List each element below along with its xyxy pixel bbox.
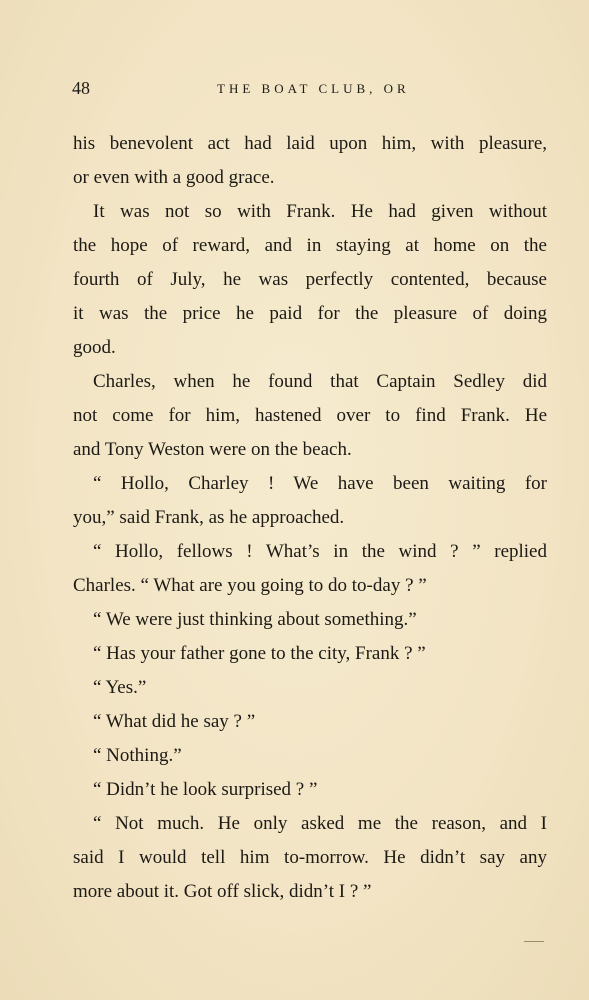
text-line: or even with a good grace. <box>73 167 275 188</box>
text-line: it was the price he paid for the pleasure of doing <box>73 303 547 324</box>
text-line: “ Hollo, Charley ! We have been waiting for <box>93 473 547 494</box>
text-line: the hope of reward, and in staying at home on the <box>73 235 547 256</box>
text-line: “ Nothing.” <box>93 745 182 766</box>
text-line: “ We were just thinking about something.” <box>93 609 417 630</box>
text-line: you,” said Frank, as he approached. <box>73 507 345 528</box>
text-line: Charles. “ What are you going to do to-day ? ” <box>73 575 427 596</box>
text-line: fourth of July, he was perfectly contented, because <box>73 269 547 290</box>
text-line: good. <box>73 337 116 358</box>
page-mark <box>524 941 544 942</box>
text-line: “ Yes.” <box>93 677 147 698</box>
text-line: and Tony Weston were on the beach. <box>73 439 352 460</box>
text-line: Charles, when he found that Captain Sedley did <box>93 371 547 392</box>
text-line: said I would tell him to-morrow. He didn’t say any <box>73 847 547 868</box>
text-line: “ What did he say ? ” <box>93 711 256 732</box>
text-line: “ Has your father gone to the city, Frank ? ” <box>93 643 426 664</box>
text-line: “ Hollo, fellows ! What’s in the wind ? ” replied <box>93 541 547 562</box>
text-line: It was not so with Frank. He had given without <box>93 201 547 222</box>
page-header <box>72 76 512 100</box>
page-text <box>73 127 547 909</box>
text-line: his benevolent act had laid upon him, with pleasure, <box>73 133 547 154</box>
running-head: THE BOAT CLUB, OR <box>217 81 410 96</box>
text-line: more about it. Got off slick, didn’t I ? ” <box>73 881 372 902</box>
text-line: “ Didn’t he look surprised ? ” <box>93 779 318 800</box>
text-line: “ Not much. He only asked me the reason, and I <box>93 813 547 834</box>
text-line: not come for him, hastened over to find Frank. He <box>73 405 547 426</box>
page-number: 48 <box>72 78 90 98</box>
